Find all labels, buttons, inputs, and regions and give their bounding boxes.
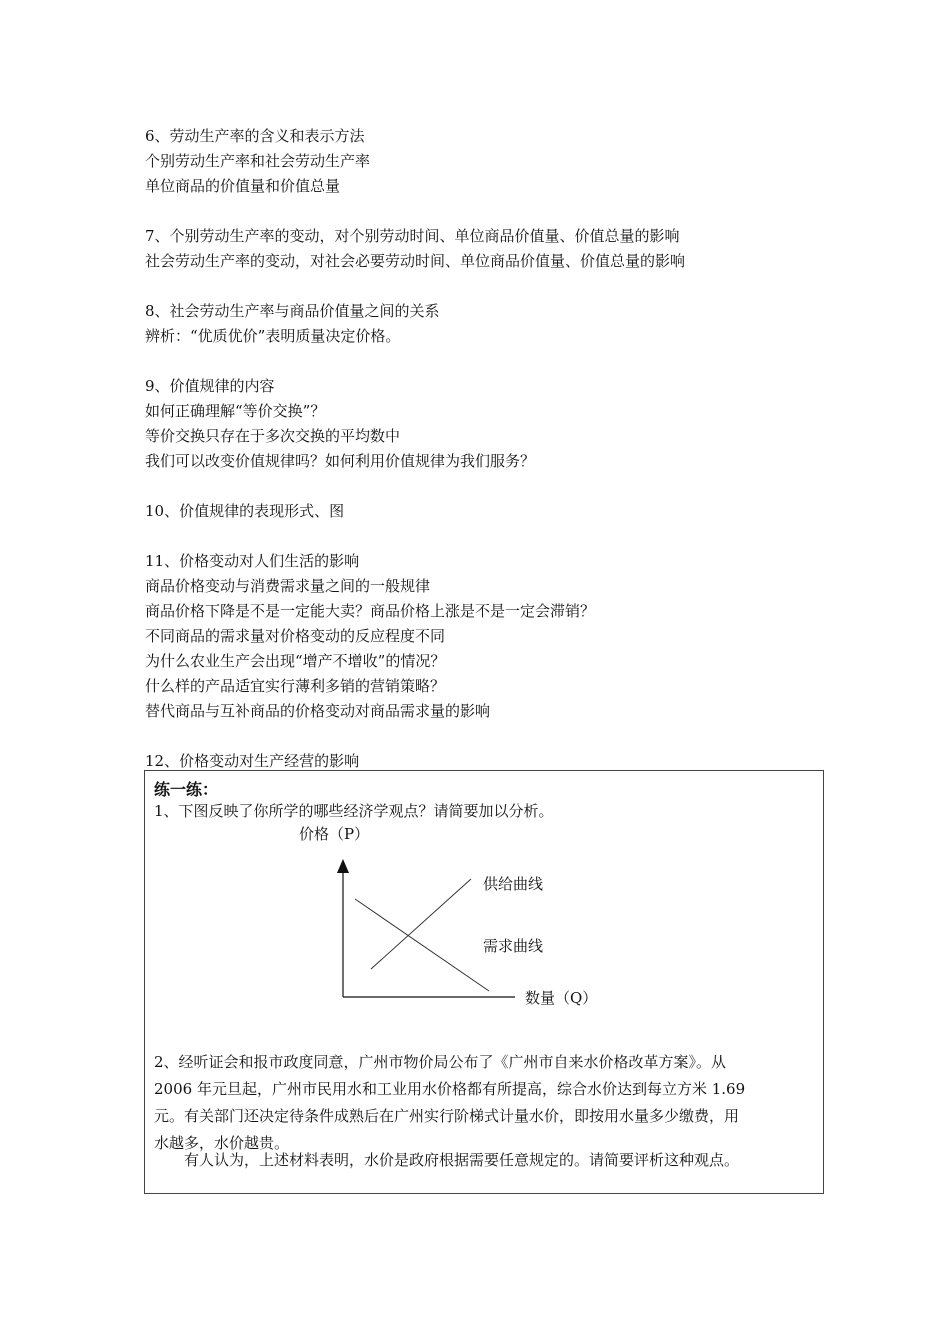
outline-line: 8、社会劳动生产率与商品价值量之间的关系: [145, 302, 440, 320]
outline-line: 6、劳动生产率的含义和表示方法: [145, 127, 365, 145]
demand-curve-label: 需求曲线: [483, 937, 544, 955]
outline-line: 为什么农业生产会出现“增产不增收”的情况？: [145, 652, 446, 670]
outline-line: 辨析：“优质优价”表明质量决定价格。: [145, 327, 401, 345]
outline-line: 什么样的产品适宜实行薄利多销的营销策略？: [145, 677, 446, 695]
outline-line: 不同商品的需求量对价格变动的反应程度不同: [145, 627, 446, 645]
supply-curve: [371, 879, 471, 969]
question-2: [154, 1049, 818, 1157]
blank-line: [145, 349, 845, 374]
exercise-box: [144, 770, 824, 1194]
outline-line: 等价交换只存在于多次交换的平均数中: [145, 427, 401, 445]
outline-line: 如何正确理解“等价交换”？: [145, 402, 326, 420]
supply-curve-label: 供给曲线: [483, 875, 544, 893]
outline-line: 12、价格变动对生产经营的影响: [145, 752, 360, 770]
question-1: 1、下图反映了你所学的哪些经济学观点？请简要加以分析。: [154, 802, 554, 820]
outline-line: 9、价值规律的内容: [145, 377, 275, 395]
question-2-line: 2006 年元旦起，广州市民用水和工业用水价格都有所提高，综合水价达到每立方米 1.69: [154, 1080, 746, 1098]
outline-line: 11、价格变动对人们生活的影响: [145, 552, 360, 570]
outline-line: 单位商品的价值量和价值总量: [145, 177, 341, 195]
x-axis-label: 数量（Q）: [525, 989, 598, 1007]
question-2-prompt: 有人认为，上述材料表明，水价是政府根据需要任意规定的。请简要评析这种观点。: [184, 1151, 740, 1169]
outline-line: 10、价值规律的表现形式、图: [145, 502, 345, 520]
blank-line: [145, 274, 845, 299]
outline-line: 替代商品与互补商品的价格变动对商品需求量的影响: [145, 702, 491, 720]
outline-line: 7、个别劳动生产率的变动，对个别劳动时间、单位商品价值量、价值总量的影响: [145, 227, 680, 245]
outline-line: 我们可以改变价值规律吗？如何利用价值规律为我们服务？: [145, 452, 536, 470]
outline-line: 商品价格变动与消费需求量之间的一般规律: [145, 577, 431, 595]
blank-line: [145, 724, 845, 749]
review-outline: [145, 124, 845, 774]
outline-line: 商品价格下降是不是一定能大卖？商品价格上涨是不是一定会滞销？: [145, 602, 596, 620]
question-2-line: 2、经听证会和报市政度同意，广州市物价局公布了《广州市自来水价格改革方案》。从: [154, 1053, 727, 1071]
demand-curve: [355, 899, 489, 991]
blank-line: [145, 524, 845, 549]
question-2-line: 元。有关部门还决定待条件成熟后在广州实行阶梯式计量水价，即按用水量多少缴费，用: [154, 1107, 740, 1125]
outline-line: 社会劳动生产率的变动，对社会必要劳动时间、单位商品价值量、价值总量的影响: [145, 252, 686, 270]
blank-line: [145, 199, 845, 224]
y-axis-arrow-icon: [337, 859, 349, 873]
supply-demand-diagram: [285, 823, 625, 1023]
outline-line: 个别劳动生产率和社会劳动生产率: [145, 152, 371, 170]
question-2-line: 水越多，水价越贵。: [154, 1134, 290, 1152]
exercise-title: 练一练：: [154, 780, 219, 799]
y-axis-label: 价格（P）: [299, 825, 370, 843]
blank-line: [145, 474, 845, 499]
